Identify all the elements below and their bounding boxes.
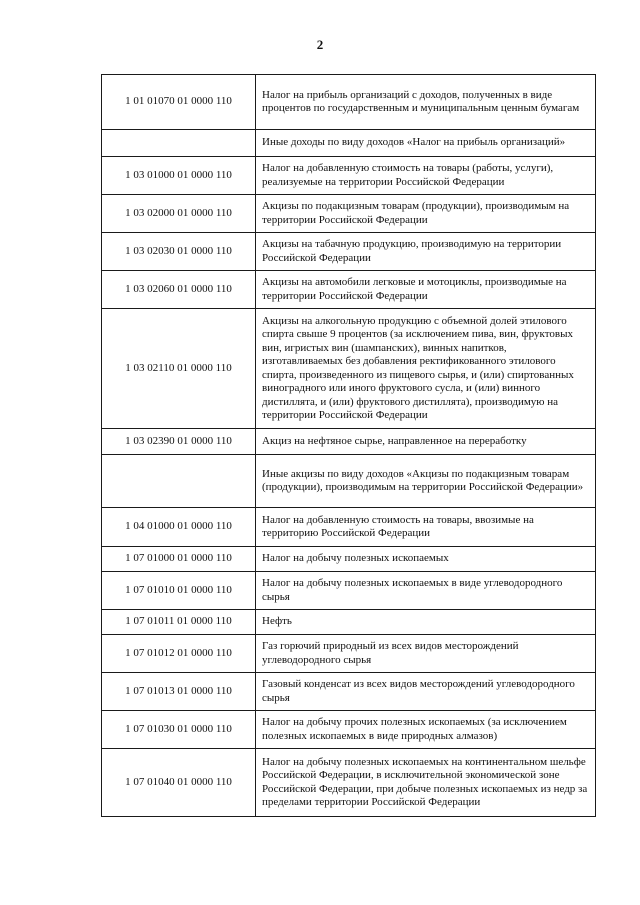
revenue-description: Газовый конденсат из всех видов месторождений углеводородного сырья — [256, 673, 596, 711]
page-number: 2 — [316, 37, 324, 52]
budget-code: 1 07 01013 01 0000 110 — [102, 673, 256, 711]
revenue-description: Акцизы на табачную продукцию, производимую на территории Российской Федерации — [256, 233, 596, 271]
budget-code: 1 07 01011 01 0000 110 — [102, 610, 256, 635]
budget-code: 1 03 01000 01 0000 110 — [102, 157, 256, 195]
revenue-description: Налог на добычу полезных ископаемых — [256, 547, 596, 572]
revenue-description: Акцизы по подакцизным товарам (продукции), производимым на территории Российской Федерации — [256, 195, 596, 233]
budget-code: 1 04 01000 01 0000 110 — [102, 508, 256, 547]
table-row — [102, 572, 596, 610]
budget-code: 1 03 02390 01 0000 110 — [102, 429, 256, 455]
budget-code — [102, 455, 256, 508]
table-row — [102, 749, 596, 817]
budget-code: 1 03 02030 01 0000 110 — [102, 233, 256, 271]
budget-code: 1 07 01010 01 0000 110 — [102, 572, 256, 610]
revenue-description: Иные доходы по виду доходов «Налог на прибыль организаций» — [256, 130, 596, 157]
table-row — [102, 271, 596, 309]
table-row — [102, 75, 596, 130]
table-row — [102, 673, 596, 711]
revenue-description: Налог на прибыль организаций с доходов, полученных в виде процентов по государственным и муниципальным ценным бумагам — [256, 75, 596, 130]
budget-code: 1 01 01070 01 0000 110 — [102, 75, 256, 130]
revenue-description: Нефть — [256, 610, 596, 635]
revenue-description: Иные акцизы по виду доходов «Акцизы по подакцизным товарам (продукции), производимым на территории Российской Федерации» — [256, 455, 596, 508]
revenue-description: Акцизы на алкогольную продукцию с объемной долей этилового спирта свыше 9 процентов (за исключением пива, вин, фруктовых вин, игристых вин (шампанских), винных напитков, изготавливаемых без добавления ректификованного этилового спирта, произведенного из пищевого сырья, и (или) спиртованных виноградного или иного фруктового сусла, и (или) винного дистиллята, и (или) фруктового дистиллята), производимую на территории Российской Федерации — [256, 309, 596, 429]
budget-code: 1 07 01030 01 0000 110 — [102, 711, 256, 749]
budget-code — [102, 130, 256, 157]
table-row — [102, 547, 596, 572]
budget-code: 1 07 01040 01 0000 110 — [102, 749, 256, 817]
revenue-description: Налог на добычу полезных ископаемых в виде углеводородного сырья — [256, 572, 596, 610]
revenue-description: Газ горючий природный из всех видов месторождений углеводородного сырья — [256, 635, 596, 673]
budget-code: 1 03 02000 01 0000 110 — [102, 195, 256, 233]
table-row — [102, 195, 596, 233]
table-row — [102, 233, 596, 271]
revenue-description: Налог на добычу полезных ископаемых на континентальном шельфе Российской Федерации, в исключительной экономической зоне Российской Федерации, при добыче полезных ископаемых из недр за пределами территории Российской Федерации — [256, 749, 596, 817]
revenue-description: Налог на добычу прочих полезных ископаемых (за исключением полезных ископаемых в виде природных алмазов) — [256, 711, 596, 749]
table-row — [102, 635, 596, 673]
revenue-codes-table — [101, 74, 596, 817]
table-row — [102, 130, 596, 157]
revenue-description: Налог на добавленную стоимость на товары, ввозимые на территорию Российской Федерации — [256, 508, 596, 547]
budget-code: 1 07 01012 01 0000 110 — [102, 635, 256, 673]
table-row — [102, 429, 596, 455]
table-row — [102, 711, 596, 749]
revenue-description: Акциз на нефтяное сырье, направленное на переработку — [256, 429, 596, 455]
budget-code: 1 03 02110 01 0000 110 — [102, 309, 256, 429]
revenue-description: Акцизы на автомобили легковые и мотоциклы, производимые на территории Российской Федерации — [256, 271, 596, 309]
table-row — [102, 610, 596, 635]
table-row — [102, 309, 596, 429]
revenue-description: Налог на добавленную стоимость на товары (работы, услуги), реализуемые на территории Российской Федерации — [256, 157, 596, 195]
table-row — [102, 157, 596, 195]
table-row — [102, 455, 596, 508]
budget-code: 1 03 02060 01 0000 110 — [102, 271, 256, 309]
table-row — [102, 508, 596, 547]
budget-code: 1 07 01000 01 0000 110 — [102, 547, 256, 572]
